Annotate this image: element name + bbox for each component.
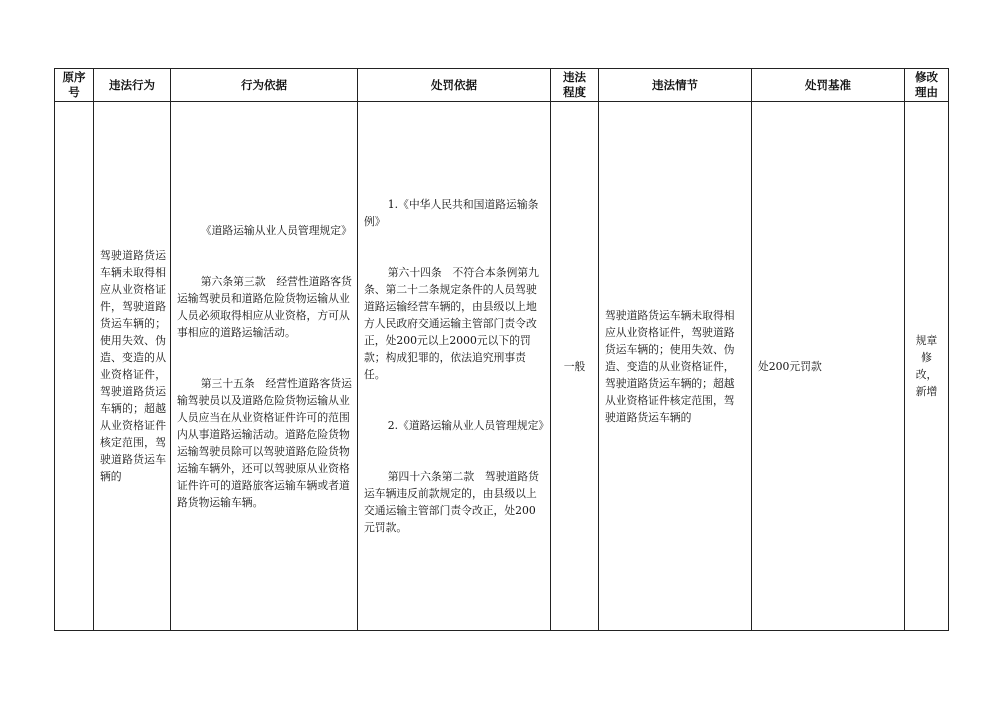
cell-penalty-basis	[358, 102, 551, 631]
penalty-basis-line: 第六十四条 不符合本条例第九条、第二十二条规定条件的人员驾驶道路运输经营车辆的，由县级以上地方人民政府交通运输主管部门责令改正，处200元以上2000元以下的罚款；构成犯罪的，依法追究刑事责任。	[364, 266, 539, 381]
penalty-basis-line: 第四十六条第二款 驾驶道路货运车辆违反前款规定的，由县级以上交通运输主管部门责令改正，处200元罚款。	[364, 470, 539, 534]
cell-reason	[905, 102, 949, 631]
header-degree: 违法程度	[551, 69, 599, 102]
header-penalty-basis: 处罚依据	[358, 69, 551, 102]
header-row	[55, 69, 949, 102]
header-seq: 原序号	[55, 69, 94, 102]
legal-basis-line: 第六条第三款 经营性道路客货运输驾驶员和道路危险货物运输从业人员必须取得相应从业资格，方可从事相应的道路运输活动。	[177, 274, 352, 339]
reason-text: 规章修改，新增	[915, 334, 938, 398]
header-violation: 违法行为	[94, 69, 171, 102]
cell-violation	[94, 102, 171, 631]
legal-basis-line: 《道路运输从业人员管理规定》	[200, 223, 352, 237]
violation-text: 驾驶道路货运车辆未取得相应从业资格证件，驾驶道路货运车辆的；使用失效、伪造、变造的从业资格证件，驾驶道路货运车辆的；超越从业资格证件核定范围，驾驶道路货运车辆的	[100, 249, 166, 483]
header-reason: 修改理由	[905, 69, 949, 102]
penalty-table	[54, 68, 949, 631]
penalty-basis-line: 1.《中华人民共和国道路运输条例》	[364, 198, 539, 228]
legal-basis-text	[171, 188, 357, 545]
table-row	[55, 102, 949, 631]
cell-seq	[55, 102, 94, 631]
cell-legal-basis	[171, 102, 358, 631]
cell-penalty-standard	[752, 102, 905, 631]
penalty-basis-line: 2.《道路运输从业人员管理规定》	[387, 419, 550, 432]
penalty-basis-text	[358, 162, 550, 570]
penalty-standard-text: 处200元罚款	[758, 359, 822, 373]
degree-text: 一般	[563, 359, 586, 373]
legal-basis-line: 第三十五条 经营性道路客货运输驾驶员以及道路危险货物运输从业人员应当在从业资格证件许可的范围内从事道路运输活动。道路危险货物运输驾驶员除可以驾驶道路危险货物运输车辆外，还可以驾驶原从业资格证件许可的道路旅客运输车辆或者道路货物运输车辆。	[177, 376, 352, 509]
header-penalty-standard: 处罚基准	[752, 69, 905, 102]
cell-degree	[551, 102, 599, 631]
circumstances-text: 驾驶道路货运车辆未取得相应从业资格证件，驾驶道路货运车辆的；使用失效、伪造、变造的从业资格证件，驾驶道路货运车辆的；超越从业资格证件核定范围，驾驶道路货运车辆的	[605, 308, 735, 424]
header-circumstances: 违法情节	[599, 69, 752, 102]
cell-circumstances	[599, 102, 752, 631]
header-legal-basis: 行为依据	[171, 69, 358, 102]
